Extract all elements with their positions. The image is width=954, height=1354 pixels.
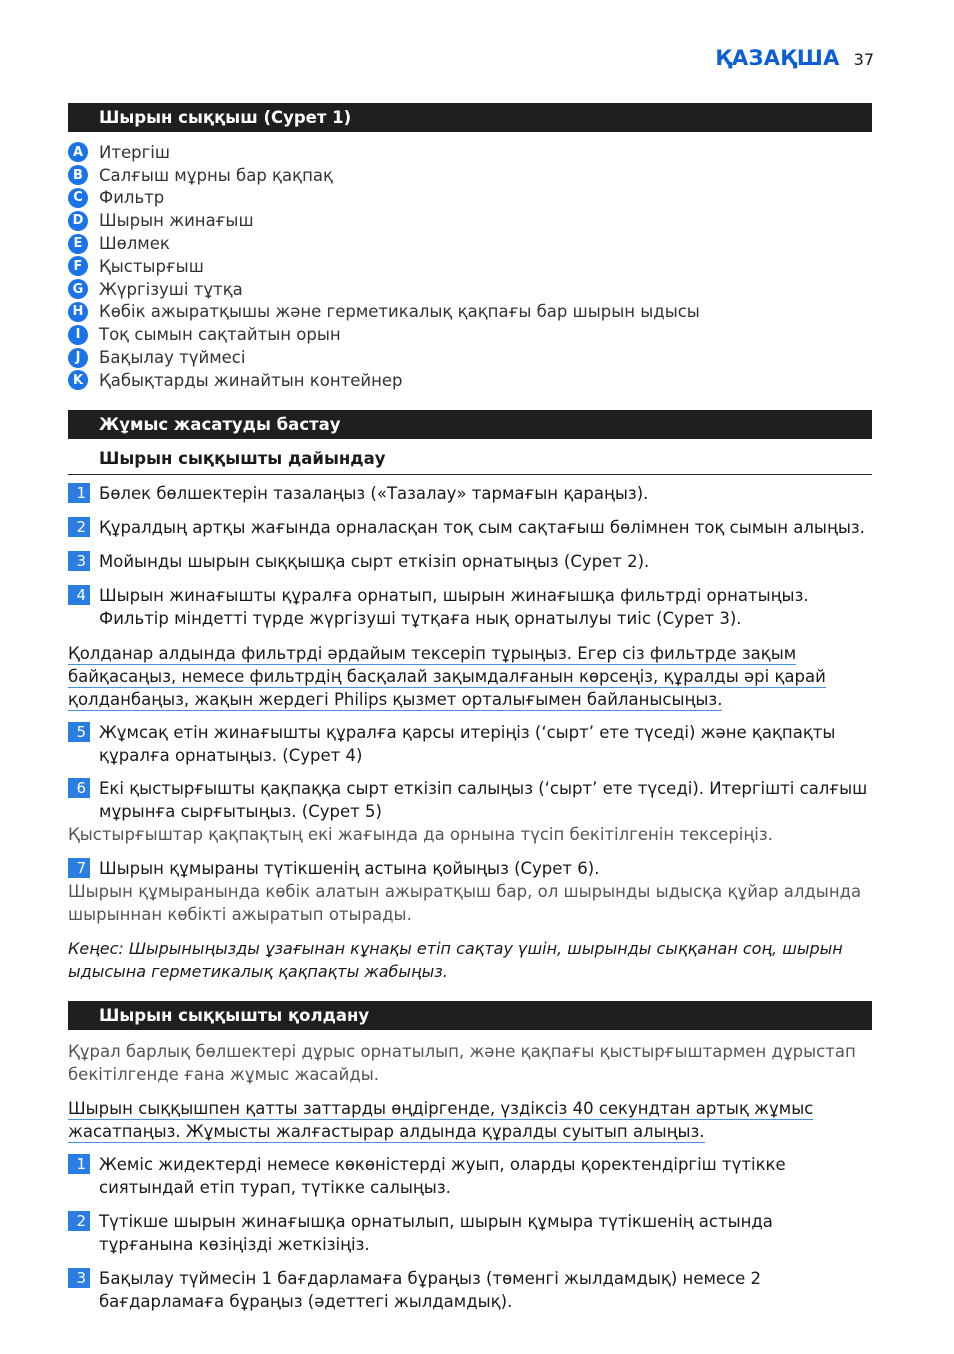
section-title-using: Шырын сыққышты қолдану — [68, 1001, 872, 1030]
list-item — [68, 369, 700, 392]
step-text: Шырын құмыраны түтікшенің астына қойыңыз (Сурет 6). — [99, 859, 600, 878]
list-item — [68, 301, 700, 324]
part-label: Бақылау түймесі — [99, 348, 246, 368]
note-text: Шырын құмыранында көбік алатын ажыратқыш бар, ол шырынды ыдысқа құйар алдында шырыннан көбікті ажыратып отырады. — [68, 882, 862, 924]
warning-line: қолданбаңыз, жақын жердегі Philips қызмет орталығымен байланысыңыз. — [68, 690, 723, 709]
warning-line: жасатпаңыз. Жұмысты жалғастырар алдында құралды суытып алыңыз. — [68, 1122, 705, 1141]
section-title-juicer: Шырын сыққыш (Сурет 1) — [68, 103, 872, 132]
step-item — [68, 482, 872, 505]
list-item — [68, 346, 700, 369]
letter-badge: E — [68, 234, 88, 254]
letter-badge: B — [68, 165, 88, 185]
part-label: Шөлмек — [99, 234, 170, 254]
step-number: 6 — [68, 778, 90, 798]
page-header — [715, 46, 874, 70]
warning-line: Қолданар алдында фильтрді әрдайым тексеріп тұрыңыз. Егер сіз фильтрде зақым — [68, 644, 797, 663]
list-item — [68, 278, 700, 301]
list-item — [68, 323, 700, 346]
step-number: 3 — [68, 1268, 90, 1288]
step-text: Мойынды шырын сыққышқа сырт еткізіп орнатыңыз (Сурет 2). — [99, 552, 650, 571]
letter-badge: I — [68, 325, 88, 345]
letter-badge: G — [68, 279, 88, 299]
part-label: Тоқ сымын сақтайтын орын — [99, 325, 341, 345]
list-item — [68, 255, 700, 278]
tip-text: Кеңес: Шырыныңызды ұзағынан кұнақы етіп сақтау үшін, шырынды сыққанан соң, шырын ыдысына герметикалық қақпақты жабыңыз. — [68, 939, 843, 981]
step-text: Түтікше шырын жинағышқа орнатылып, шырын құмыра түтікшенің астында тұрғанына көзіңізді жеткізіңіз. — [99, 1212, 773, 1254]
intro-text: Құрал барлық бөлшектері дұрыс орнатылып, және қақпағы қыстырғыштармен дұрыстап бекітілгенде ғана жұмыс жасайды. — [68, 1042, 856, 1084]
warning-text — [68, 642, 872, 711]
part-label: Фильтр — [99, 188, 165, 208]
step-number: 1 — [68, 1154, 90, 1174]
step-item — [68, 1267, 872, 1313]
warning-line: Шырын сыққышпен қатты заттарды өңдіргенде, үздіксіз 40 секундтан артық жұмыс — [68, 1099, 814, 1118]
warning-line: байқасаңыз, немесе фильтрдің басқалай зақымдалғанын көрсеңіз, құралды әрі қарай — [68, 667, 826, 686]
warning-text — [68, 1097, 872, 1143]
list-item — [68, 141, 700, 164]
section-title-getting-started: Жұмыс жасатуды бастау — [68, 410, 872, 439]
letter-badge: J — [68, 348, 88, 368]
page-number: 37 — [853, 50, 874, 69]
step-number: 3 — [68, 551, 90, 571]
letter-badge: A — [68, 142, 88, 162]
step-number: 1 — [68, 483, 90, 503]
step-item — [68, 584, 872, 630]
letter-badge: D — [68, 211, 88, 231]
step-item — [68, 777, 872, 823]
letter-badge: F — [68, 256, 88, 276]
part-label: Итергіш — [99, 142, 170, 162]
parts-list — [68, 141, 700, 392]
step-item — [68, 516, 872, 539]
part-label: Салғыш мұрны бар қақпақ — [99, 165, 333, 185]
step-text: Бақылау түймесін 1 бағдарламаға бұраңыз (төменгі жылдамдық) немесе 2 бағдарламаға бұраңыз (әдеттегі жылдамдық). — [99, 1269, 762, 1311]
step-text: Жұмсақ етін жинағышты құралға қарсы итеріңіз (‘сырт’ ете түседі) және қақпақты құралға орнатыңыз. (Сурет 4) — [99, 723, 836, 765]
step-item — [68, 1210, 872, 1256]
step-number: 4 — [68, 585, 90, 605]
list-item — [68, 232, 700, 255]
step-number: 2 — [68, 517, 90, 537]
part-label: Қабықтарды жинайтын контейнер — [99, 370, 403, 390]
note-text: Қыстырғыштар қақпақтың екі жағында да орнына түсіп бекітілгенін тексеріңіз. — [68, 825, 773, 844]
step-item — [68, 857, 872, 880]
part-label: Шырын жинағыш — [99, 211, 254, 231]
step-text: Шырын жинағышты құралға орнатып, шырын жинағышқа фильтрді орнатыңыз. Фильтір міндетті түрде жүргізуші тұтқаға нық орнатылуы тиіс (Сурет 3). — [99, 586, 809, 628]
step-text: Бөлек бөлшектерін тазалаңыз («Тазалау» тармағын қараңыз). — [99, 484, 649, 503]
letter-badge: C — [68, 188, 88, 208]
step-text: Жеміс жидектерді немесе көкөністерді жуып, оларды қоректендіргіш түтікке сиятындай етіп турап, түтікке салыңыз. — [99, 1155, 786, 1197]
step-item — [68, 550, 872, 573]
step-number: 7 — [68, 858, 90, 878]
part-label: Жүргізуші тұтқа — [99, 279, 243, 299]
step-text: Құралдың артқы жағында орналасқан тоқ сым сақтағыш бөлімнен тоқ сымын алыңыз. — [99, 518, 865, 537]
step-text: Екі қыстырғышты қақпаққа сырт еткізіп салыңыз (‘сырт’ ете түседі). Итергішті салғыш мұрынға сырғытыңыз. (Сурет 5) — [99, 779, 868, 821]
list-item — [68, 164, 700, 187]
step-number: 2 — [68, 1211, 90, 1231]
part-label: Қыстырғыш — [99, 256, 204, 276]
step-number: 5 — [68, 722, 90, 742]
letter-badge: H — [68, 302, 88, 322]
part-label: Көбік ажыратқышы және герметикалық қақпағы бар шырын ыдысы — [99, 302, 700, 322]
list-item — [68, 187, 700, 210]
step-item — [68, 721, 872, 767]
language-heading: ҚАЗАҚША — [715, 46, 840, 70]
letter-badge: K — [68, 370, 88, 390]
list-item — [68, 209, 700, 232]
step-item — [68, 1153, 872, 1199]
subsection-title-preparing: Шырын сыққышты дайындау — [68, 447, 872, 475]
